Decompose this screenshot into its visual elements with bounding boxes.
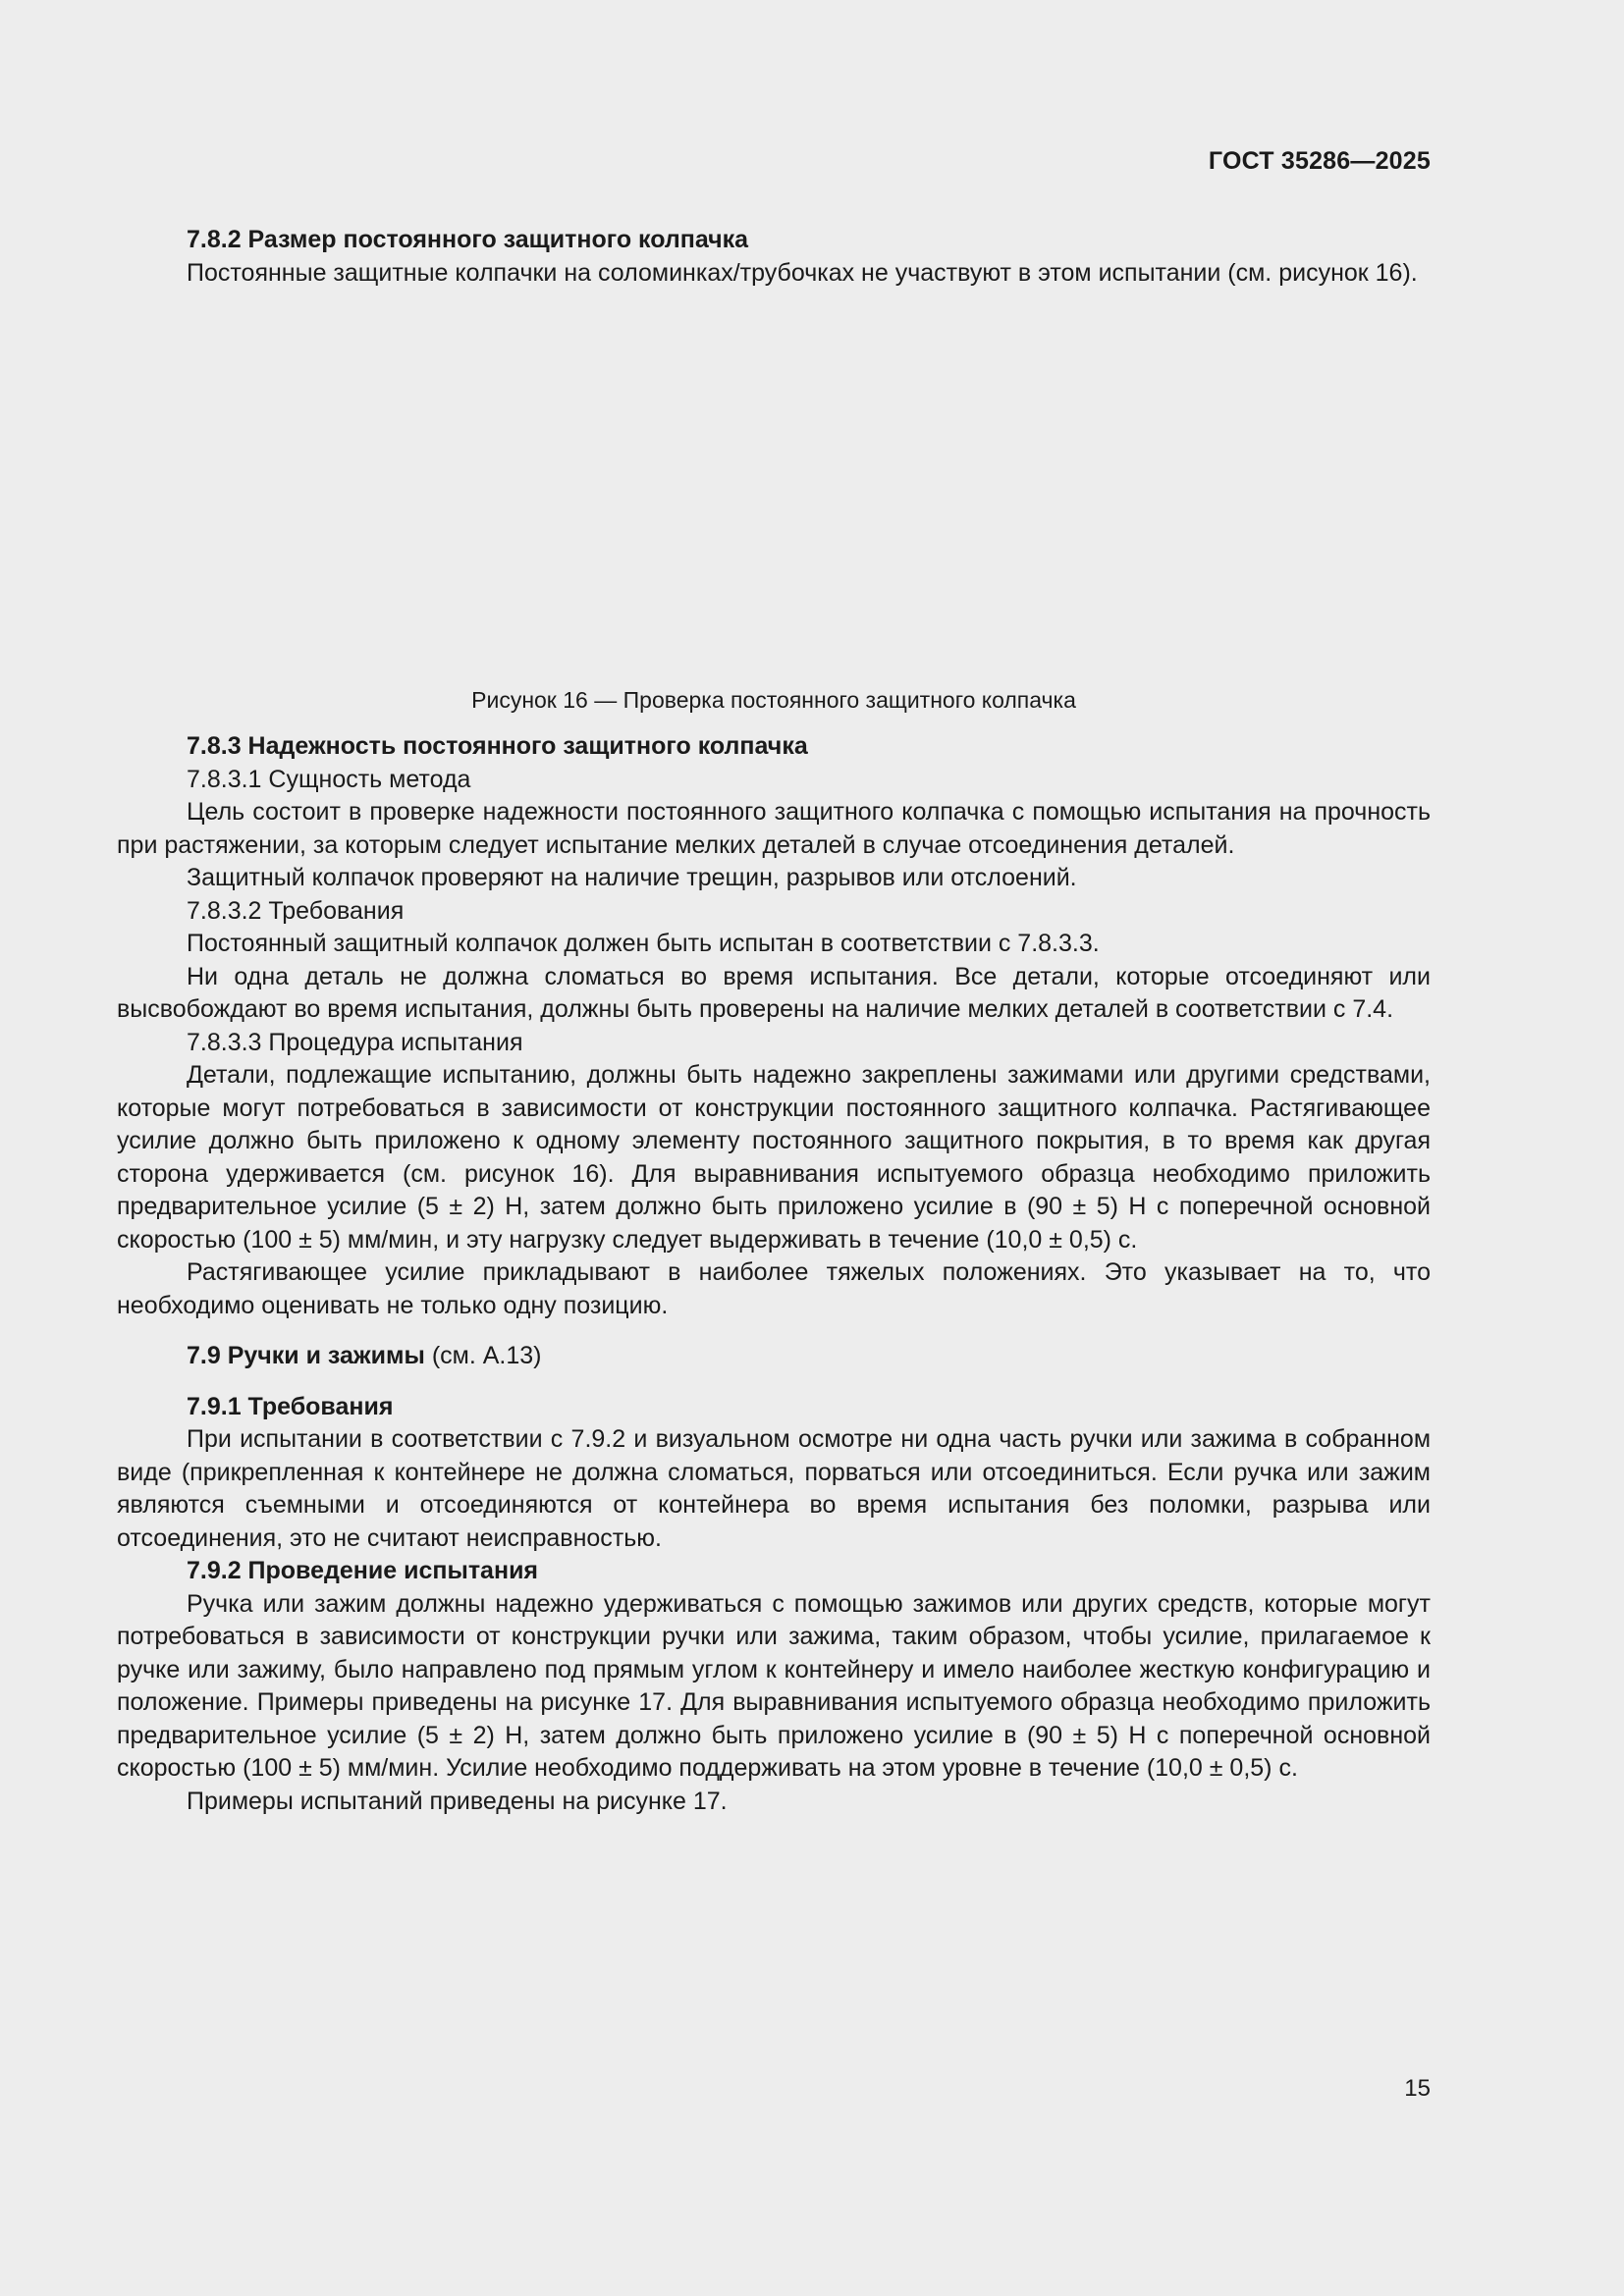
section-7-9-2-heading: 7.9.2 Проведение испытания (187, 1557, 539, 1584)
figure-16-caption: Рисунок 16 — Проверка постоянного защитного колпачка (471, 687, 1076, 713)
section-7-8-3-2-title: 7.8.3.2 Требования (187, 896, 405, 925)
figure-16 (117, 311, 1431, 684)
section-7-9-1-heading: 7.9.1 Требования (187, 1392, 394, 1420)
section-7-8-2-heading: 7.8.2 Размер постоянного защитного колпачка (187, 226, 749, 253)
section-7-8-3-2-text-2: Ни одна деталь не должна сломаться во время испытания. Все детали, которые отсоединяют или высвобождают во время испытания, должны быть проверены на наличие мелких деталей в соответствии с 7.4. (117, 962, 1431, 1023)
section-7-9-1-text: При испытании в соответствии с 7.9.2 и визуальном осмотре ни одна часть ручки или зажима в собранном виде (прикрепленная к контейнере не должна сломаться, порваться или отсоединиться. Если ручка или зажим являются съемными и отсоединяются от контейнера во время испытания без поломки, разрыва или отсоединения, это не считают неисправностью. (117, 1425, 1431, 1552)
section-7-8-3-3-title: 7.8.3.3 Процедура испытания (187, 1028, 523, 1056)
section-7-8-3-3-text-2: Растягивающее усилие прикладывают в наиболее тяжелых положениях. Это указывает на то, что необходимо оценивать не только одну позицию. (117, 1258, 1431, 1319)
section-7-9-heading-title: 7.9 Ручки и зажимы (187, 1342, 425, 1369)
section-7-8-3-1-text-1: Цель состоит в проверке надежности постоянного защитного колпачка с помощью испытания на прочность при растяжении, за которым следует испытание мелких деталей в случае отсоединения деталей. (117, 798, 1431, 859)
cap-test-drawing (693, 311, 801, 645)
section-7-8-3-2-text-1: Постоянный защитный колпачок должен быть испытан в соответствии с 7.8.3.3. (187, 930, 1100, 957)
section-7-9-2-text-2: Примеры испытаний приведены на рисунке 17. (187, 1787, 728, 1815)
section-7-8-3-1-text-2: Защитный колпачок проверяют на наличие трещин, разрывов или отслоений. (187, 864, 1077, 891)
page-number: 15 (1404, 2075, 1431, 2102)
section-7-8-3-1-title: 7.8.3.1 Сущность метода (187, 765, 471, 793)
section-7-8-3-heading: 7.8.3 Надежность постоянного защитного колпачка (187, 732, 808, 760)
page-content (117, 224, 1431, 1818)
document-header: ГОСТ 35286—2025 (1208, 147, 1431, 175)
section-7-8-2-text: Постоянные защитные колпачки на соломинках/трубочках не участвуют в этом испытании (см. рисунок 16). (187, 258, 1418, 287)
section-7-9-2-text-1: Ручка или зажим должны надежно удерживаться с помощью зажимов или других средств, которые могут потребоваться в зависимости от конструкции ручки или зажима, таким образом, чтобы усилие, прилагаемое к ручке или зажиму, было направлено под прямым углом к контейнеру и имело наиболее жесткую конфигурацию и положение. Примеры приведены на рисунке 17. Для выравнивания испытуемого образца необходимо приложить предварительное усилие (5 ± 2) Н, затем должно быть приложено усилие в (90 ± 5) Н с поперечной основной скоростью (100 ± 5) мм/мин. Усилие необходимо поддерживать на этом уровне в течение (10,0 ± 0,5) с. (117, 1589, 1431, 1782)
section-7-9-heading (117, 1340, 1431, 1373)
section-7-9-heading-ref: (см. А.13) (424, 1342, 542, 1369)
section-7-8-3-3-text-1: Детали, подлежащие испытанию, должны быть надежно закреплены зажимами или другими средствами, которые могут потребоваться в зависимости от конструкции постоянного защитного колпачка. Растягивающее усилие должно быть приложено к одному элементу постоянного защитного покрытия, в то время как другая сторона удерживается (см. рисунок 16). Для выравнивания испытуемого образца необходимо приложить предварительное усилие (5 ± 2) Н, затем должно быть приложено усилие в (90 ± 5) Н с поперечной основной скоростью (100 ± 5) мм/мин, и эту нагрузку следует выдерживать в течение (10,0 ± 0,5) с. (117, 1061, 1431, 1254)
